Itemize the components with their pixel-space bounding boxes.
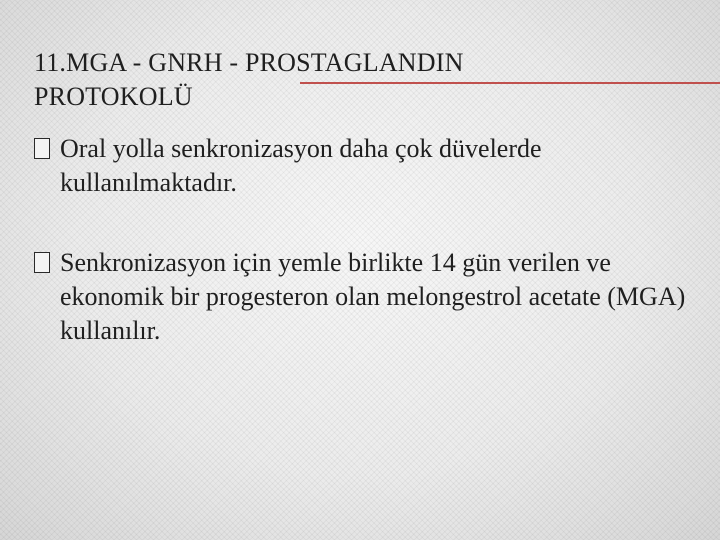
bullet-text: Senkronizasyon için yemle birlikte 14 gün verilen ve ekonomik bir progesteron olan melongestrol acetate (MGA) kullanılır. <box>60 248 686 345</box>
bullet-text: Oral yolla senkronizasyon daha çok düvelerde kullanılmaktadır. <box>60 134 542 197</box>
title-accent-rule <box>300 82 720 84</box>
slide-title-line-2: PROTOKOLÜ <box>34 82 193 111</box>
square-bullet-icon <box>34 252 50 273</box>
bullet-list <box>34 132 704 348</box>
bullet-item <box>34 246 704 348</box>
slide-title <box>34 46 674 114</box>
square-bullet-icon <box>34 138 50 159</box>
bullet-item <box>34 132 704 200</box>
slide-title-line-1: 11.MGA - GNRH - PROSTAGLANDIN <box>34 48 464 77</box>
